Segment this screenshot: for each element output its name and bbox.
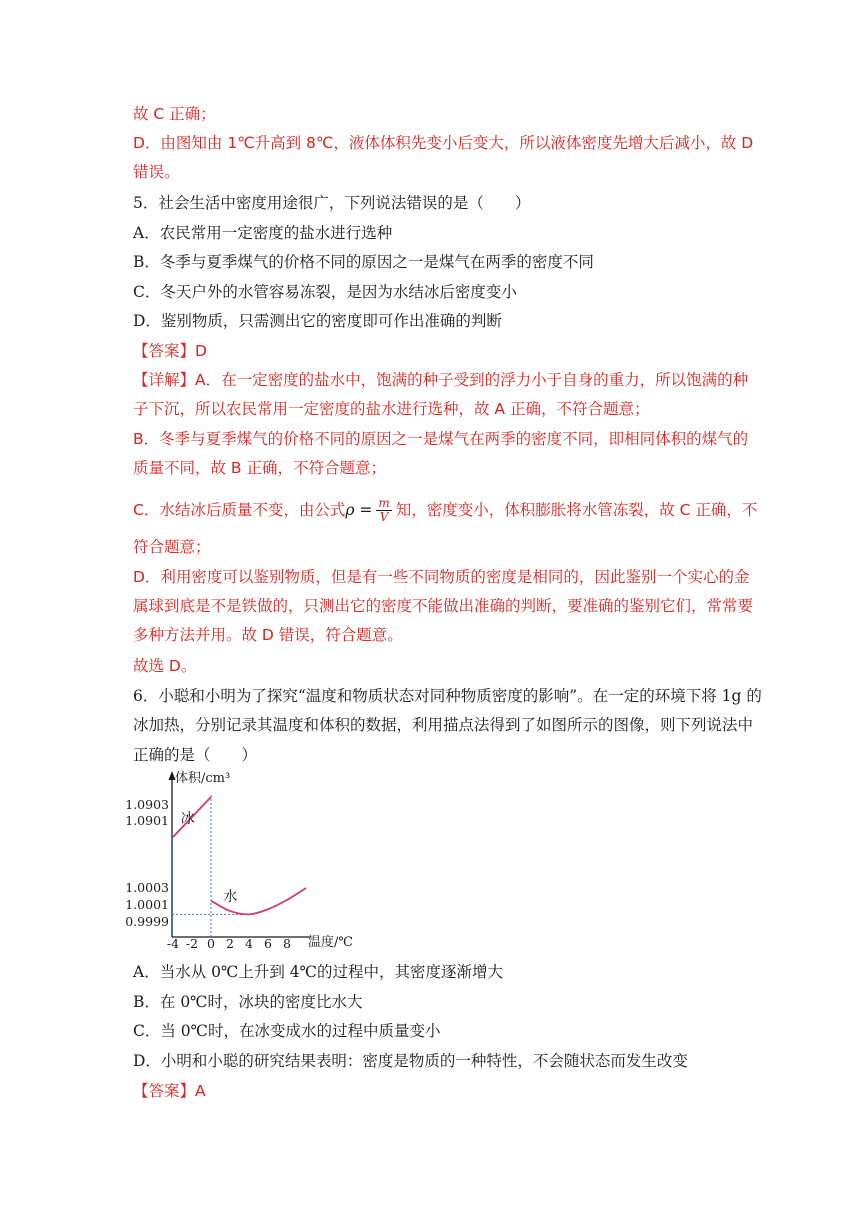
x-tick-label: 6 <box>264 936 272 951</box>
question-5-detail: 子下沉，所以农民常用一定密度的盐水进行选种，故 A 正确，不符合题意； <box>133 400 650 418</box>
y-tick-label: 1.0001 <box>125 897 169 912</box>
fraction-denominator: V <box>379 510 389 524</box>
question-5-stem: 5．社会生活中密度用途很广，下列说法错误的是（ ） <box>133 194 531 212</box>
question-5-answer: 【答案】D <box>133 342 207 360</box>
question-5-option-b: B．冬季与夏季煤气的价格不同的原因之一是煤气在两季的密度不同 <box>133 253 594 271</box>
x-tick-label: 4 <box>245 936 253 951</box>
question-5-detail: 【详解】A．在一定密度的盐水中，饱满的种子受到的浮力小于自身的重力，所以饱满的种 <box>133 371 749 389</box>
question-5-detail: 属球到底是不是铁做的，只测出它的密度不能做出准确的判断，要准确的鉴别它们，常常要 <box>133 597 754 615</box>
question-5-option-a: A．农民常用一定密度的盐水进行选种 <box>133 224 393 242</box>
question-6-option-a: A．当水从 0℃上升到 4℃的过程中，其密度逐渐增大 <box>133 963 503 981</box>
x-tick-label: 0 <box>207 936 215 951</box>
question-6-answer: 【答案】A <box>133 1082 206 1100</box>
question-5-option-c: C．冬天户外的水管容易冻裂，是因为水结冰后密度变小 <box>133 283 517 301</box>
question-5-detail: 多种方法并用。故 D 错误，符合题意。 <box>133 626 403 644</box>
y-tick-label: 1.0003 <box>125 880 169 895</box>
annotation-ice: 冰 <box>180 811 195 827</box>
volume-temperature-chart <box>125 768 365 958</box>
density-symbol: ρ = <box>345 501 373 519</box>
question-5-detail: C．水结冰后质量不变，由公式 <box>133 501 346 519</box>
y-tick-label: 0.9999 <box>125 914 169 929</box>
question-5-detail-formula-line <box>133 497 757 524</box>
y-tick-label: 1.0901 <box>125 813 169 828</box>
annotation-water: 水 <box>223 889 238 905</box>
x-tick-label: -2 <box>185 936 199 951</box>
question-5-detail: D．利用密度可以鉴别物质，但是有一些不同物质的密度是相同的，因此鉴别一个实心的金 <box>133 568 750 586</box>
question-5-detail: 质量不同，故 B 正确，不符合题意； <box>133 459 386 477</box>
text-line: D．由图知由 1℃升高到 8℃，液体体积先变小后变大，所以液体密度先增大后减小，故 D <box>133 134 754 152</box>
y-tick-label: 1.0903 <box>125 797 169 812</box>
question-6-option-d: D．小明和小聪的研究结果表明：密度是物质的一种特性，不会随状态而发生改变 <box>133 1052 688 1070</box>
question-5-conclusion: 故选 D。 <box>133 657 197 675</box>
y-axis-label: 体积/cm³ <box>175 771 231 786</box>
question-5-detail: B．冬季与夏季煤气的价格不同的原因之一是煤气在两季的密度不同，即相同体积的煤气的 <box>133 430 749 448</box>
fraction-numerator: m <box>378 496 390 510</box>
question-6-stem: 冰加热，分别记录其温度和体积的数据，利用描点法得到了如图所示的图像，则下列说法中 <box>133 716 754 734</box>
question-5-detail: 知，密度变小，体积膨胀将水管冻裂，故 C 正确，不 <box>395 501 758 519</box>
x-tick-label: 2 <box>226 936 234 951</box>
question-5-detail: 符合题意； <box>133 538 211 556</box>
question-5-option-d: D．鉴别物质，只需测出它的密度即可作出准确的判断 <box>133 312 502 330</box>
x-axis-label: 温度/℃ <box>308 935 353 950</box>
text-line: 故 C 正确； <box>133 105 216 123</box>
question-6-stem: 6．小聪和小明为了探究“温度和物质状态对同种物质密度的影响”。在一定的环境下将 1g 的 <box>133 687 762 705</box>
question-6-option-c: C．当 0℃时，在冰变成水的过程中质量变小 <box>133 1022 441 1040</box>
text-line: 错误。 <box>133 163 180 181</box>
x-tick-label: 8 <box>283 936 291 951</box>
question-6-stem: 正确的是（ ） <box>133 746 258 764</box>
formula-fraction <box>376 497 391 524</box>
question-6-option-b: B．在 0℃时，冰块的密度比水大 <box>133 993 363 1011</box>
x-tick-label: -4 <box>166 936 180 951</box>
